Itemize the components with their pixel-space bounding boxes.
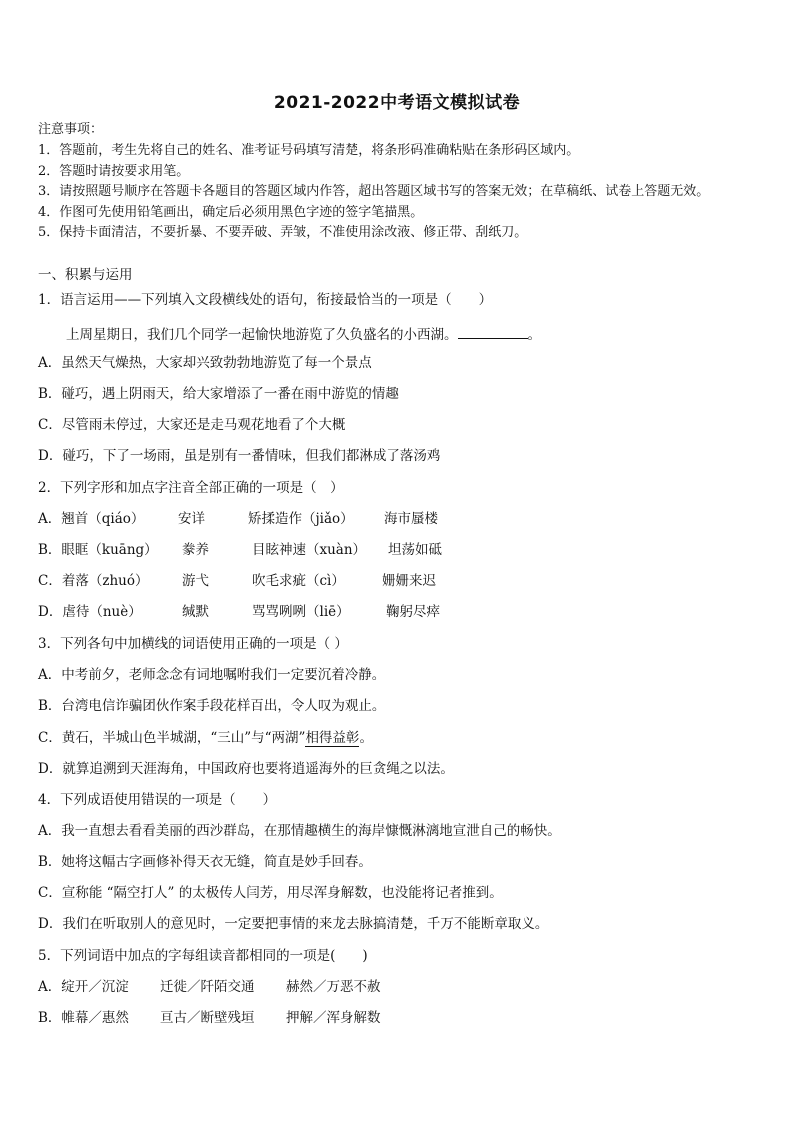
question-3-option-c xyxy=(38,729,373,747)
question-1-option-c: C．尽管雨未停过，大家还是走马观花地看了个大概 xyxy=(38,417,346,433)
option-word: A．翘首（qiáo） xyxy=(38,511,145,527)
note-item-4: 4．作图可先使用铅笔画出，确定后必须用黑色字迹的签字笔描黑。 xyxy=(38,205,424,220)
question-4-option-b: B．她将这幅古字画修补得天衣无缝，简直是妙手回春。 xyxy=(38,854,372,870)
section-heading: 一、积累与运用 xyxy=(38,267,133,283)
option-word: 坦荡如砥 xyxy=(388,542,442,558)
option-word: 缄默 xyxy=(182,604,209,620)
option-c-end: 。 xyxy=(359,730,373,746)
option-word: 海市蜃楼 xyxy=(384,511,438,527)
passage-end: 。 xyxy=(527,327,541,343)
option-word: 骂骂咧咧（liē） xyxy=(252,604,350,620)
note-item-1: 1．答题前，考生先将自己的姓名、准考证号码填写清楚，将条形码准确粘贴在条形码区域内。 xyxy=(38,143,580,158)
question-5-stem: 5．下列词语中加点的字每组读音都相同的一项是( ) xyxy=(38,948,368,964)
option-word: 亘古／断壁残垣 xyxy=(160,1010,255,1026)
question-4-option-d: D．我们在听取别人的意见时，一定要把事情的来龙去脉搞清楚，千万不能断章取义。 xyxy=(38,916,549,932)
question-4-option-c: C．宣称能 “隔空打人” 的太极传人闫芳，用尽浑身解数，也没能将记者推到。 xyxy=(38,885,503,901)
question-4-option-a: A．我一直想去看看美丽的西沙群岛，在那情趣横生的海岸慷慨淋漓地宣泄自己的畅快。 xyxy=(38,823,561,839)
question-4-stem: 4．下列成语使用错误的一项是（ ） xyxy=(38,792,277,808)
option-word: D．虐待（nuè） xyxy=(38,604,142,620)
option-word: 姗姗来迟 xyxy=(382,573,436,589)
underlined-idiom: 相得益彰 xyxy=(305,730,360,746)
question-1-option-d: D．碰巧，下了一场雨，虽是别有一番情味，但我们都淋成了落汤鸡 xyxy=(38,448,441,464)
question-1-passage xyxy=(66,324,541,344)
option-word: 豢养 xyxy=(182,542,209,558)
question-3-option-b: B．台湾电信诈骗团伙作案手段花样百出，令人叹为观止。 xyxy=(38,698,386,714)
question-1-stem: 1．语言运用——下列填入文段横线处的语句，衔接最恰当的一项是（ ） xyxy=(38,292,493,308)
option-word: 迁徙／阡陌交通 xyxy=(160,979,255,995)
option-word: 目眩神速（xuàn） xyxy=(252,542,367,558)
option-word: 赫然／万恶不赦 xyxy=(286,979,381,995)
option-word: 安详 xyxy=(178,511,205,527)
question-3-option-d: D．就算追溯到天涯海角，中国政府也要将逍遥海外的巨贪绳之以法。 xyxy=(38,761,454,777)
option-word: 吹毛求疵（cì） xyxy=(252,573,345,589)
answer-blank xyxy=(458,324,528,339)
question-3-option-a: A．中考前夕，老师念念有词地嘱咐我们一定要沉着冷静。 xyxy=(38,667,386,683)
page-title: 2021-2022中考语文模拟试卷 xyxy=(273,93,521,113)
question-1-option-a: A．虽然天气燥热，大家却兴致勃勃地游览了每一个景点 xyxy=(38,355,372,371)
option-word: 鞠躬尽瘁 xyxy=(386,604,440,620)
option-word: C．着落（zhuó） xyxy=(38,573,149,589)
option-c-text: C．黄石，半城山色半城湖，“三山”与“两湖” xyxy=(38,730,306,746)
notes-heading: 注意事项： xyxy=(38,122,104,137)
option-word: 押解／浑身解数 xyxy=(286,1010,381,1026)
note-item-3: 3．请按照题号顺序在答题卡各题目的答题区域内作答，超出答题区域书写的答案无效；在草稿纸、试卷上答题无效。 xyxy=(38,184,710,199)
option-word: B．眼眶（kuāng） xyxy=(38,542,158,558)
option-word: B．帷幕／惠然 xyxy=(38,1010,129,1026)
option-word: 游弋 xyxy=(182,573,209,589)
note-item-5: 5．保持卡面清洁，不要折暴、不要弄破、弄皱，不准使用涂改液、修正带、刮纸刀。 xyxy=(38,225,528,240)
question-3-stem: 3．下列各句中加横线的词语使用正确的一项是（ ） xyxy=(38,636,348,652)
note-item-2: 2．答题时请按要求用笔。 xyxy=(38,164,190,179)
passage-text: 上周星期日，我们几个同学一起愉快地游览了久负盛名的小西湖。 xyxy=(66,327,458,343)
option-word: A．绽开／沉淀 xyxy=(38,979,129,995)
option-word: 矫揉造作（jiǎo） xyxy=(248,511,354,527)
question-2-stem: 2．下列字形和加点字注音全部正确的一项是（ ） xyxy=(38,480,344,496)
question-1-option-b: B．碰巧，遇上阴雨天，给大家增添了一番在雨中游览的情趣 xyxy=(38,386,399,402)
